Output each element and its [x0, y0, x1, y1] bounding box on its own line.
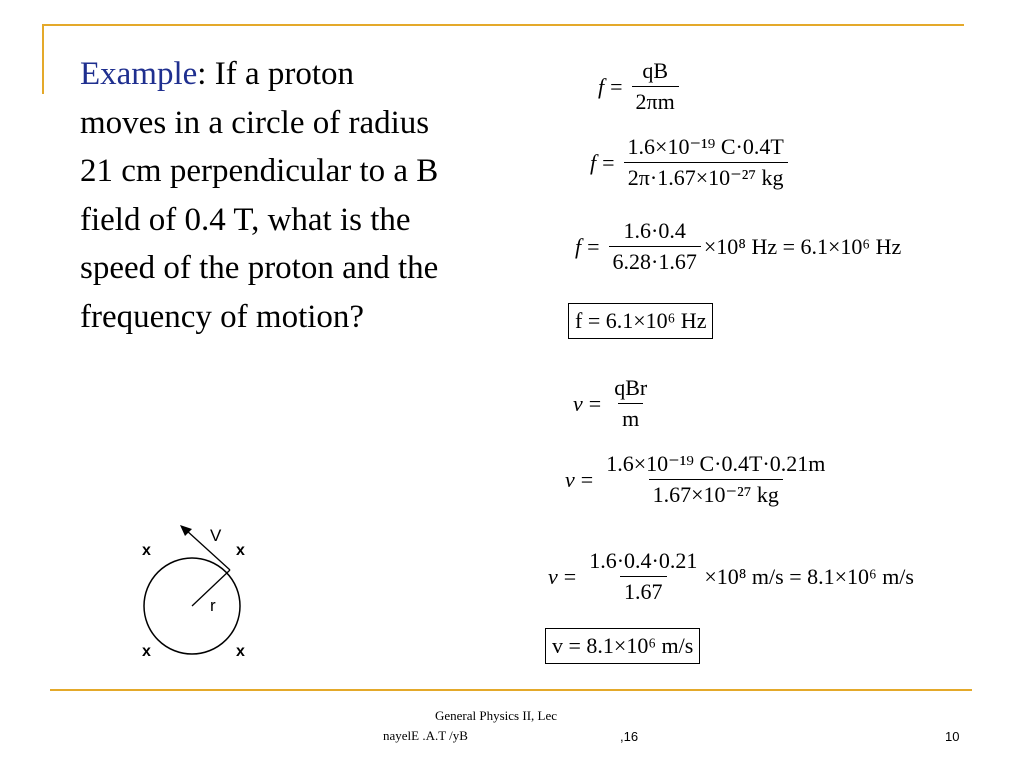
eq-v1-den: m — [618, 403, 643, 432]
equals-sign: = — [588, 390, 602, 416]
radius-label: r — [210, 596, 216, 615]
equals-sign: = — [587, 233, 600, 259]
eq-f3-den: 6.28·1.67 — [609, 246, 701, 275]
result-box-f: f = 6.1×10⁶ Hz — [568, 303, 713, 339]
field-mark-x: x — [142, 643, 151, 660]
eq-v2-lhs: v — [565, 466, 575, 492]
eq-v3-rhs: ×10⁸ m/s = 8.1×10⁶ m/s — [704, 563, 914, 589]
eq-f3-num: 1.6·0.4 — [623, 218, 686, 243]
field-mark-x: x — [236, 542, 245, 559]
footer-course: General Physics II, Lec — [435, 708, 558, 723]
footer-divider — [50, 689, 972, 691]
fraction — [632, 58, 679, 115]
equals-sign: = — [610, 73, 623, 99]
field-mark-x: x — [142, 542, 151, 559]
fraction — [624, 134, 788, 191]
eq-v3-num: 1.6·0.4·0.21 — [589, 548, 698, 573]
problem-statement — [80, 50, 440, 341]
equation-f-formula — [598, 58, 682, 115]
equation-v-result — [545, 628, 700, 664]
equals-sign: = — [580, 466, 594, 492]
circular-motion-diagram — [130, 525, 270, 665]
page-number: 10 — [945, 729, 960, 744]
field-mark-x: x — [236, 643, 245, 660]
eq-f1-den: 2πm — [632, 86, 679, 115]
fraction — [602, 451, 829, 508]
equation-v-formula — [573, 375, 654, 432]
example-keyword: Example — [80, 56, 198, 92]
eq-v2-den: 1.67×10⁻²⁷ kg — [649, 479, 783, 508]
eq-f2-den: 2π·1.67×10⁻²⁷ kg — [624, 162, 788, 191]
equation-v-simplified — [548, 548, 914, 605]
frame-left-line — [42, 24, 44, 94]
eq-f1-num: qB — [642, 58, 668, 83]
result-box-v: v = 8.1×10⁶ m/s — [545, 628, 700, 664]
equation-v-substituted — [565, 451, 832, 508]
fraction — [609, 218, 701, 275]
equation-f-substituted — [590, 134, 791, 191]
problem-text: : If a proton moves in a circle of radius 21 cm perpendicular to a B field of 0.4 T, what is the speed of the proton and the frequency of motion? — [80, 56, 439, 335]
eq-f3-lhs: f — [575, 233, 582, 259]
eq-f2-num: 1.6×10⁻¹⁹ C·0.4T — [627, 134, 784, 159]
eq-v1-lhs: v — [573, 390, 583, 416]
eq-f2-lhs: f — [590, 149, 597, 175]
equals-sign: = — [563, 563, 577, 589]
footer-author: nayelE .A.T /yB — [383, 728, 468, 743]
fraction — [610, 375, 651, 432]
eq-v3-lhs: v — [548, 563, 558, 589]
velocity-arrow — [186, 530, 230, 570]
eq-f3-rhs: ×10⁸ Hz = 6.1×10⁶ Hz — [703, 233, 902, 259]
equation-f-result — [568, 303, 713, 339]
eq-v1-num: qBr — [614, 375, 648, 400]
frame-top-line — [42, 24, 964, 26]
fraction — [585, 548, 701, 605]
eq-v3-den: 1.67 — [620, 576, 667, 605]
velocity-label: V — [210, 526, 222, 545]
eq-v2-num: 1.6×10⁻¹⁹ C·0.4T·0.21m — [606, 451, 826, 476]
diagram-svg — [130, 525, 270, 665]
footer-date: ,16 — [620, 729, 639, 744]
equals-sign: = — [602, 149, 615, 175]
equation-f-simplified — [575, 218, 901, 275]
eq-f1-lhs: f — [598, 73, 605, 99]
